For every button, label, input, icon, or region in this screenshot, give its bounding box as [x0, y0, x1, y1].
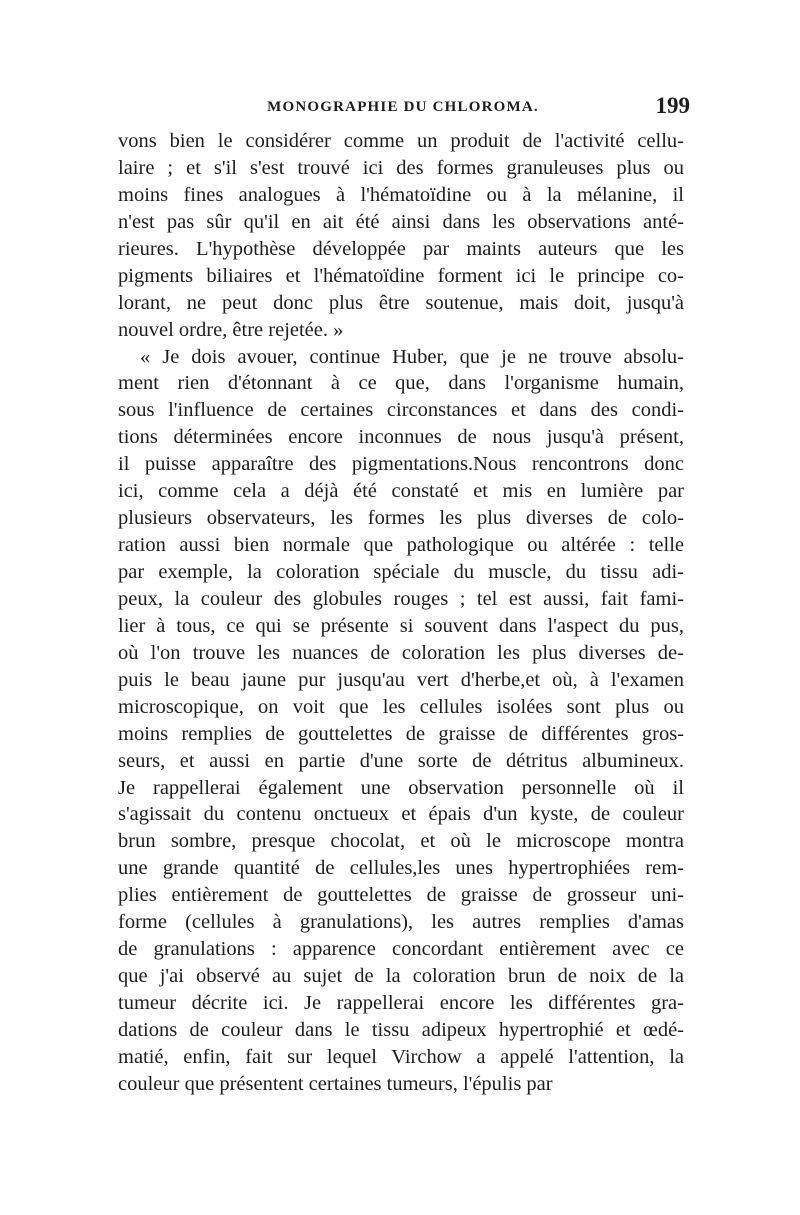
text-line: brun sombre, presque chocolat, et où le microscope montra	[118, 830, 684, 853]
text-line: dations de couleur dans le tissu adipeux hypertrophié et œdé-	[118, 1018, 684, 1041]
text-line: ration aussi bien normale que pathologique ou altérée : telle	[118, 534, 684, 557]
text-line: sous l'influence de certaines circonstances et dans des condi-	[118, 399, 684, 422]
text-line: laire ; et s'il s'est trouvé ici des formes granuleuses plus ou	[118, 156, 684, 179]
text-line: seurs, et aussi en partie d'une sorte de détritus albumineux.	[118, 749, 684, 772]
text-line: forme (cellules à granulations), les autres remplies d'amas	[118, 911, 684, 934]
text-line: s'agissait du contenu onctueux et épais d'un kyste, de couleur	[118, 803, 684, 826]
text-line: vons bien le considérer comme un produit de l'activité cellu-	[118, 130, 684, 152]
text-line: peux, la couleur des globules rouges ; tel est aussi, fait fami-	[118, 587, 684, 610]
text-line: microscopique, on voit que les cellules isolées sont plus ou	[118, 695, 684, 718]
body-text	[118, 128, 684, 1098]
page-number: 199	[655, 93, 690, 118]
text-line: puis le beau jaune pur jusqu'au vert d'herbe,et où, à l'examen	[118, 668, 684, 691]
running-title: MONOGRAPHIE DU CHLOROMA.	[267, 99, 539, 115]
text-line: moins remplies de gouttelettes de graisse de différentes gros-	[118, 722, 684, 745]
text-line: ment rien d'étonnant à ce que, dans l'organisme humain,	[118, 372, 684, 395]
text-line: Je rappellerai également une observation personnelle où il	[118, 776, 684, 799]
page-header	[120, 93, 690, 123]
text-line: tions déterminées encore inconnues de nous jusqu'à présent,	[118, 426, 684, 449]
text-line: matié, enfin, fait sur lequel Virchow a appelé l'attention, la	[118, 1045, 684, 1068]
text-line: n'est pas sûr qu'il en ait été ainsi dans les observations anté-	[118, 210, 684, 233]
text-line: ici, comme cela a déjà été constaté et mis en lumière par	[118, 480, 684, 503]
text-line: lorant, ne peut donc plus être soutenue, mais doit, jusqu'à	[118, 291, 684, 314]
text-line: une grande quantité de cellules,les unes hypertrophiées rem-	[118, 857, 684, 880]
text-line: tumeur décrite ici. Je rappellerai encore les différentes gra-	[118, 992, 684, 1014]
text-line: il puisse apparaître des pigmentations.Nous rencontrons donc	[118, 453, 684, 476]
text-line: que j'ai observé au sujet de la coloration brun de noix de la	[118, 965, 684, 988]
text-line: de granulations : apparence concordant entièrement avec ce	[118, 938, 684, 961]
text-line: par exemple, la coloration spéciale du muscle, du tissu adi-	[118, 561, 684, 583]
text-line: couleur que présentent certaines tumeurs, l'épulis par	[118, 1072, 553, 1095]
text-line: rieures. L'hypothèse développée par maints auteurs que les	[118, 237, 684, 260]
text-line: nouvel ordre, être rejetée. »	[118, 318, 344, 341]
text-line: où l'on trouve les nuances de coloration les plus diverses de-	[118, 641, 684, 664]
text-line: moins fines analogues à l'hématoïdine ou à la mélanine, il	[118, 183, 684, 206]
text-line: « Je dois avouer, continue Huber, que je ne trouve absolu-	[140, 345, 684, 368]
text-line: plusieurs observateurs, les formes les plus diverses de colo-	[118, 507, 684, 530]
text-line: pigments biliaires et l'hématoïdine forment ici le principe co-	[118, 264, 684, 287]
text-line: lier à tous, ce qui se présente si souvent dans l'aspect du pus,	[118, 614, 684, 637]
text-line: plies entièrement de gouttelettes de graisse de grosseur uni-	[118, 884, 684, 907]
